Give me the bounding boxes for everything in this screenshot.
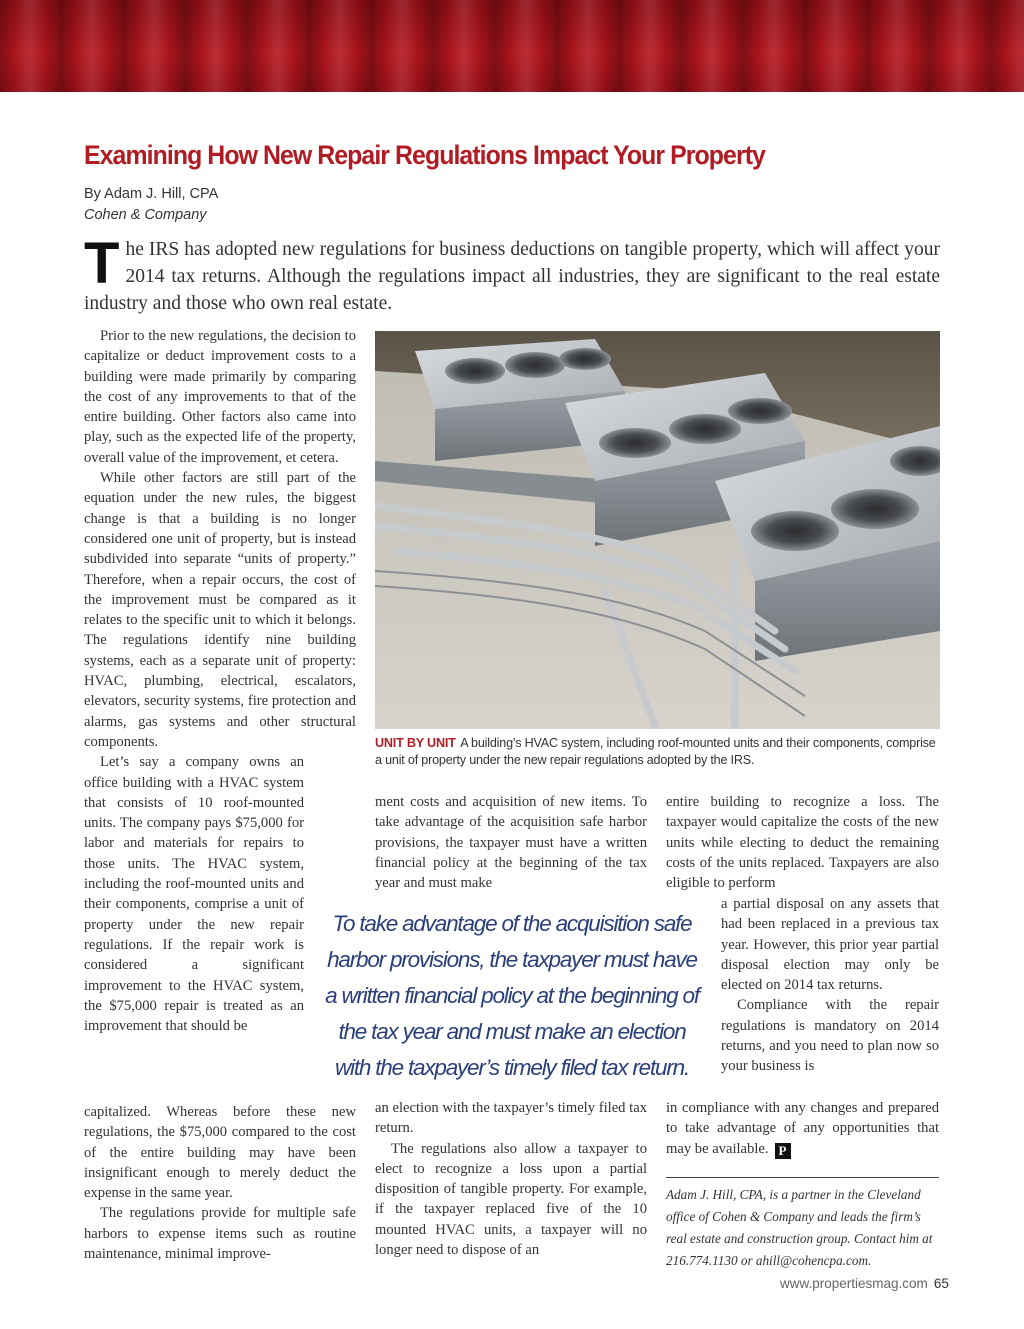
column-2-lower bbox=[375, 1098, 647, 1260]
col3-paragraph-2-narrow: Compliance with the repair regulations is mandatory on 2014 returns, and you need to plan now so your business is bbox=[721, 997, 939, 1075]
caption-lead: UNIT BY UNIT bbox=[375, 736, 456, 750]
hvac-rooftop-photo bbox=[375, 331, 940, 729]
col3-paragraph-2-rest: in compliance with any changes and prepared to take advantage of any opportunities that may be available. bbox=[666, 1100, 939, 1157]
column-1-upper bbox=[84, 326, 356, 1036]
col1-paragraph-3b: capitalized. Whereas before these new regulations, the $75,000 compared to the cost of the entire building may have been insignificant enough to merely deduct the expense in the same year. bbox=[84, 1104, 356, 1202]
author-bio: Adam J. Hill, CPA, is a partner in the Cleveland office of Cohen & Company and leads the firm’s real estate and construction group. Contact him at 216.774.1130 or ahill@cohencpa.com. bbox=[666, 1187, 933, 1268]
author-company: Cohen & Company bbox=[84, 207, 207, 223]
article-title: Examining How New Repair Regulations Impact Your Property bbox=[84, 140, 765, 170]
col2-paragraph-bottom: an election with the taxpayer’s timely filed tax return. bbox=[375, 1100, 647, 1137]
col1-paragraph-1: Prior to the new regulations, the decision to capitalize or deduct improvement costs to a building were made primarily by comparing the cost of any improvements to that of the entire building. Other factors also came into play, such as the expected life of the property, overall value of the improvement, et cetera. bbox=[84, 328, 356, 466]
caption-text: A building’s HVAC system, including roof-mounted units and their components, comprise a unit of property under the new repair regulations adopted by the IRS. bbox=[375, 736, 936, 767]
footer-url: www.propertiesmag.com bbox=[780, 1276, 928, 1291]
pull-quote: To take advantage of the acquisition safe harbor provisions, the taxpayer must have a written financial policy at the beginning of the tax year and must make an election with the taxpayer’s timely filed tax return. bbox=[325, 911, 699, 1080]
column-1-lower bbox=[84, 1102, 356, 1264]
intro-text: he IRS has adopted new regulations for business deductions on tangible property, which will affect your 2014 tax returns. Although the regulations impact all industries, they are significant to the real estate industry and those who own real estate. bbox=[84, 239, 940, 314]
drop-cap: T bbox=[84, 231, 120, 296]
column-3-upper bbox=[666, 792, 939, 893]
intro-paragraph bbox=[84, 231, 940, 317]
col1-paragraph-4: The regulations provide for multiple safe harbors to expense items such as routine maintenance, minimal improve- bbox=[84, 1205, 356, 1263]
col2-paragraph-top: ment costs and acquisition of new items. To take advantage of the acquisition safe harbor provisions, the taxpayer must have a written financial policy at the beginning of the tax year and must make bbox=[375, 794, 647, 892]
red-curtain-banner bbox=[0, 0, 1024, 92]
col3-paragraph-narrow: a partial disposal on any assets that had been replaced in a previous tax year. However, this prior year partial disposal election may only be elected on 2014 tax returns. bbox=[721, 896, 939, 994]
photo-caption bbox=[375, 735, 943, 769]
col1-paragraph-3a: Let’s say a company owns an office building with a HVAC system that consists of 10 roof-mounted units. The company pays $75,000 for labor and materials for repairs to those units. The HVAC system, including the roof-mounted units and their components, comprise a unit of property under the new repair regulations. If the repair work is considered a significant improvement to the HVAC system, the $75,000 repair is treated as an improvement that should be bbox=[84, 754, 304, 1035]
bio-divider bbox=[666, 1177, 939, 1178]
hvac-units-illustration bbox=[375, 331, 940, 729]
col3-paragraph-top: entire building to recognize a loss. The taxpayer would capitalize the costs of the new units while electing to deduct the remaining costs of the units replaced. Taxpayers are also eligible to perform bbox=[666, 794, 939, 892]
col2-paragraph-2: The regulations also allow a taxpayer to elect to recognize a loss upon a partial disposition of tangible property. For example, if the taxpayer replaced five of the 10 mounted HVAC units, a taxpayer will no longer need to dispose of an bbox=[375, 1140, 647, 1259]
page-footer bbox=[780, 1276, 949, 1291]
column-3-narrow bbox=[721, 894, 939, 1077]
end-of-article-mark: P bbox=[775, 1143, 791, 1159]
column-3-lower bbox=[666, 1098, 939, 1159]
author-byline: By Adam J. Hill, CPA bbox=[84, 186, 219, 202]
col1-paragraph-2: While other factors are still part of the equation under the new rules, the biggest change is that a building is no longer considered one unit of property, but is instead subdivided into separate “units of property.” Therefore, when a repair occurs, the cost of the improvement must be compared as it relates to the specific unit to which it belongs. The regulations identify nine building systems, each as a separate unit of property: HVAC, plumbing, electrical, escalators, elevators, security systems, fire protection and alarms, gas systems and other structural components. bbox=[84, 470, 356, 750]
column-2-upper bbox=[375, 792, 647, 893]
page-number: 65 bbox=[933, 1276, 949, 1291]
